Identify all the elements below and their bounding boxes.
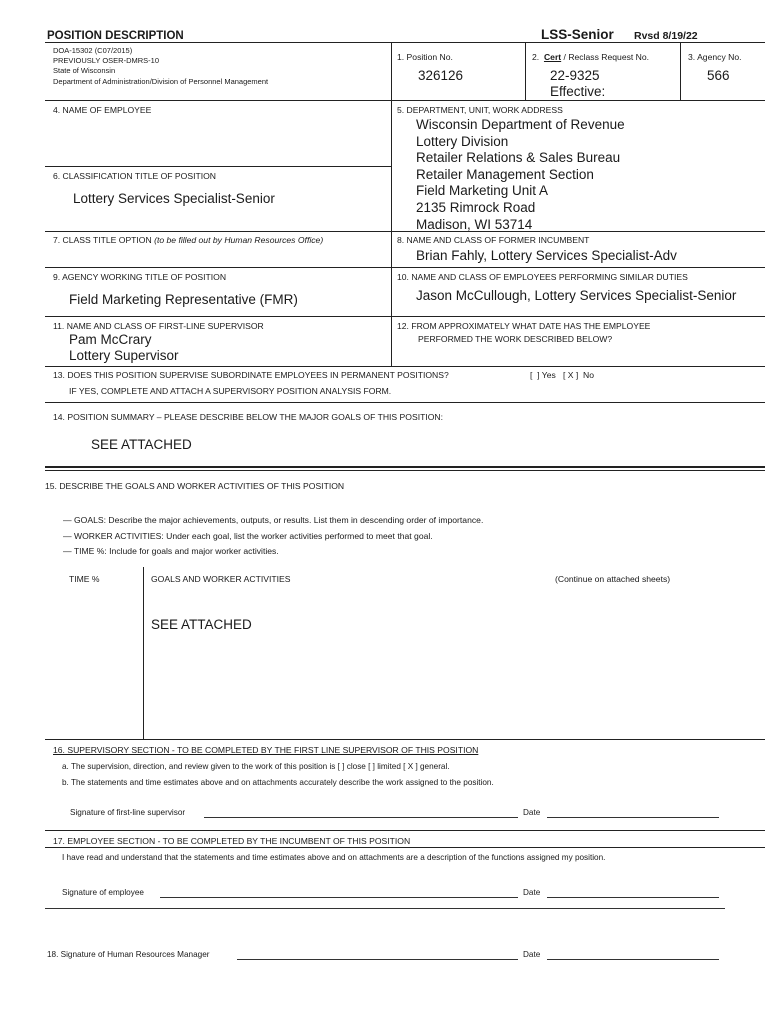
employee-statement: I have read and understand that the statements and time estimates above and on attachments are a description of the functions assigned my position. <box>62 853 606 862</box>
goals-activities-value[interactable]: SEE ATTACHED <box>151 617 252 632</box>
hr-signature-field[interactable] <box>237 950 518 960</box>
instruction-item: — WORKER ACTIVITIES: Under each goal, list the worker activities performed to meet that goal. <box>63 530 433 541</box>
classification-title-value[interactable]: Lottery Services Specialist-Senior <box>73 191 275 206</box>
section-double-rule <box>45 470 765 471</box>
reclass-request-label: 2. Cert / Reclass Request No. <box>532 52 650 62</box>
section-double-rule <box>45 466 765 468</box>
instruction-item: — TIME %: Include for goals and major worker activities. <box>63 546 279 556</box>
lss-label: LSS-Senior <box>541 27 614 42</box>
row-rule <box>45 231 765 232</box>
department-address-value[interactable] <box>416 117 625 233</box>
center-divider <box>391 100 392 366</box>
department-name: Department of Administration/Division of Personnel Management <box>53 77 269 86</box>
agency-no-label: 3. Agency No. <box>688 52 742 62</box>
row-rule <box>45 316 765 317</box>
address-line: 2135 Rimrock Road <box>416 199 536 215</box>
supervision-statement: b. The statements and time estimates above and on attachments accurately describe the work assigned to the position. <box>62 778 494 787</box>
address-line: Madison, WI 53714 <box>416 216 533 232</box>
header-rule <box>45 42 765 43</box>
employee-name-label: 4. NAME OF EMPLOYEE <box>53 105 152 115</box>
supervisor-label: 11. NAME AND CLASS OF FIRST-LINE SUPERVISOR <box>53 321 264 331</box>
row-rule <box>45 830 765 831</box>
classification-title-label: 6. CLASSIFICATION TITLE OF POSITION <box>53 171 216 181</box>
goals-instructions <box>63 513 483 560</box>
form-title: POSITION DESCRIPTION <box>47 30 184 42</box>
class-title-option-label: 7. CLASS TITLE OPTION (to be filled out by Human Resources Office) <box>53 235 324 245</box>
former-incumbent-label: 8. NAME AND CLASS OF FORMER INCUMBENT <box>397 235 590 245</box>
position-summary-label: 14. POSITION SUMMARY – PLEASE DESCRIBE BELOW THE MAJOR GOALS OF THIS POSITION: <box>53 412 443 422</box>
supervise-instruction: IF YES, COMPLETE AND ATTACH A SUPERVISORY POSITION ANALYSIS FORM. <box>69 386 392 396</box>
row-rule <box>45 366 765 367</box>
date-performed-label-1: 12. FROM APPROXIMATELY WHAT DATE HAS THE EMPLOYEE <box>397 321 651 331</box>
reclass-request-value[interactable]: 22-9325 <box>550 68 600 83</box>
employee-date-label: Date <box>523 888 541 897</box>
working-title-value[interactable]: Field Marketing Representative (FMR) <box>69 292 298 307</box>
address-line: Lottery Division <box>416 133 509 149</box>
supervisor-signature-field[interactable] <box>204 808 518 818</box>
state-name: State of Wisconsin <box>53 66 116 75</box>
supervise-answer[interactable]: [ ] Yes [ X ] No <box>530 370 595 380</box>
goals-column-header: GOALS AND WORKER ACTIVITIES <box>151 574 291 584</box>
address-line: Retailer Management Section <box>416 166 594 182</box>
supervise-question: 13. DOES THIS POSITION SUPERVISE SUBORDINATE EMPLOYEES IN PERMANENT POSITIONS? <box>53 370 449 380</box>
supervision-level[interactable]: a. The supervision, direction, and review given to the work of this position is [ ] close [ ] limited [ X ] general. <box>62 762 450 771</box>
supervisor-name[interactable]: Pam McCrary <box>69 332 152 347</box>
position-no-label: 1. Position No. <box>397 52 453 62</box>
address-line: Wisconsin Department of Revenue <box>416 117 625 132</box>
address-line: Field Marketing Unit A <box>416 183 549 199</box>
row-rule <box>45 166 391 167</box>
employee-date-field[interactable] <box>547 888 719 898</box>
hr-date-label: Date <box>523 950 541 959</box>
position-summary-value[interactable]: SEE ATTACHED <box>91 437 192 452</box>
previous-form-code: PREVIOUSLY OSER-DMRS-10 <box>53 56 159 65</box>
agency-no-value[interactable]: 566 <box>707 68 730 83</box>
divider <box>680 42 681 100</box>
department-address-label: 5. DEPARTMENT, UNIT, WORK ADDRESS <box>397 105 563 115</box>
divider <box>391 42 392 100</box>
employee-signature-field[interactable] <box>160 888 518 898</box>
supervisor-signature-label: Signature of first-line supervisor <box>70 808 186 817</box>
similar-employees-value[interactable]: Jason McCullough, Lottery Services Specialist-Senior <box>416 288 737 303</box>
working-title-label: 9. AGENCY WORKING TITLE OF POSITION <box>53 272 227 282</box>
separator-line <box>45 900 725 909</box>
supervisor-date-field[interactable] <box>547 808 719 818</box>
time-column-divider <box>143 567 144 739</box>
row-rule <box>45 847 765 848</box>
time-column-header: TIME % <box>69 574 100 584</box>
row-rule <box>45 100 765 101</box>
form-code: DOA-15302 (C07/2015) <box>53 46 133 55</box>
employee-signature-label: Signature of employee <box>62 888 144 897</box>
former-incumbent-value[interactable]: Brian Fahly, Lottery Services Specialist-Adv <box>416 248 677 263</box>
continue-note: (Continue on attached sheets) <box>555 574 671 584</box>
supervisor-class[interactable]: Lottery Supervisor <box>69 348 179 363</box>
date-performed-label-2: PERFORMED THE WORK DESCRIBED BELOW? <box>418 334 613 344</box>
position-no-value[interactable]: 326126 <box>418 68 464 83</box>
row-rule <box>45 402 765 403</box>
row-rule <box>45 267 765 268</box>
supervisor-date-label: Date <box>523 808 541 817</box>
divider <box>525 42 526 100</box>
address-line: Retailer Relations & Sales Bureau <box>416 150 621 166</box>
hr-date-field[interactable] <box>547 950 719 960</box>
hr-signature-label: 18. Signature of Human Resources Manager <box>47 950 210 959</box>
similar-employees-label: 10. NAME AND CLASS OF EMPLOYEES PERFORMING SIMILAR DUTIES <box>397 272 688 282</box>
effective-label: Effective: <box>550 84 606 99</box>
supervisory-section-label: 16. SUPERVISORY SECTION - TO BE COMPLETED BY THE FIRST LINE SUPERVISOR OF THIS POSITION <box>53 745 479 755</box>
employee-section-label: 17. EMPLOYEE SECTION - TO BE COMPLETED BY THE INCUMBENT OF THIS POSITION <box>53 836 411 846</box>
instruction-item: — GOALS: Describe the major achievements, outputs, or results. List them in descending order of importance. <box>63 515 484 525</box>
row-rule <box>45 739 765 740</box>
goals-activities-label: 15. DESCRIBE THE GOALS AND WORKER ACTIVITIES OF THIS POSITION <box>45 481 345 491</box>
revised-date: Rvsd 8/19/22 <box>634 30 698 42</box>
